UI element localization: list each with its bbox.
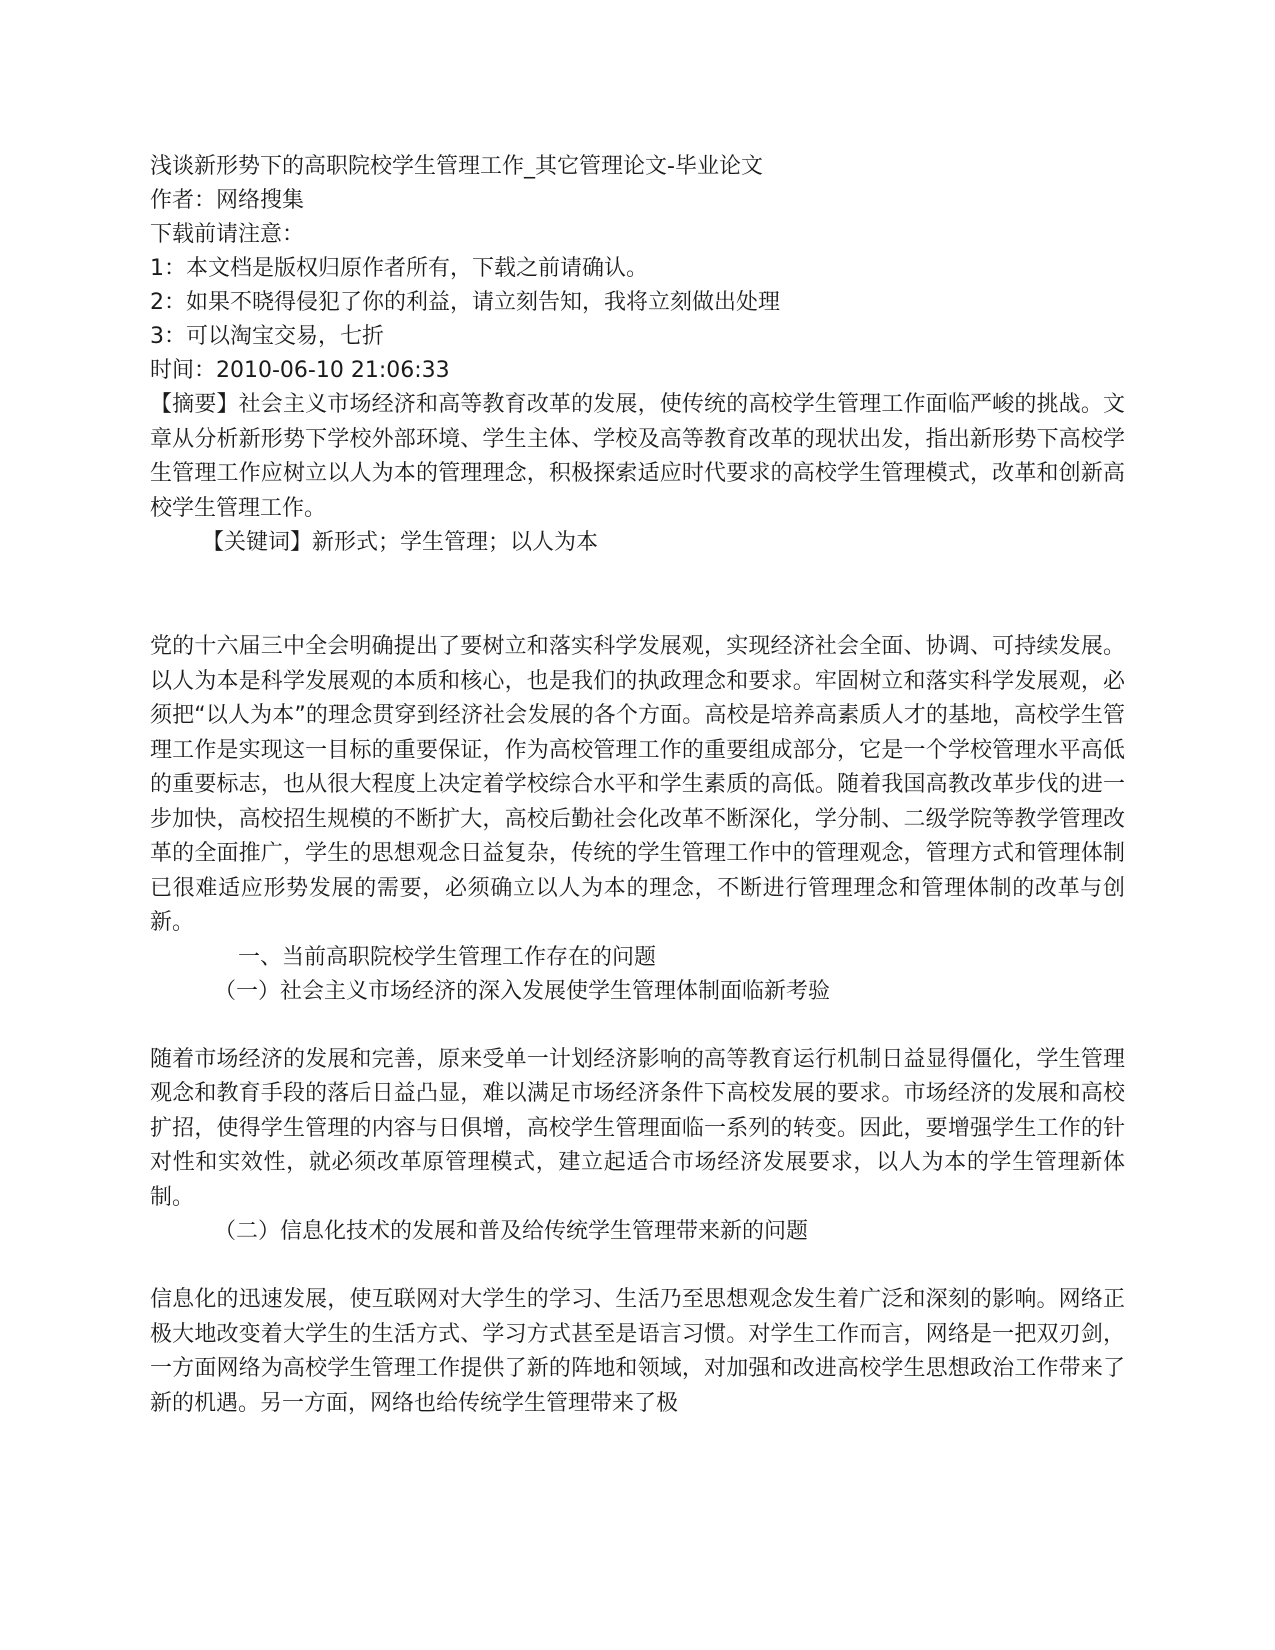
document-page <box>150 150 1125 1421</box>
subsection-paragraph: 随着市场经济的发展和完善，原来受单一计划经济影响的高等教育运行机制日益显得僵化，学生管理观念和教育手段的落后日益凸显，难以满足市场经济条件下高校发展的要求。市场经济的发展和高校扩招，使得学生管理的内容与日俱增，高校学生管理面临一系列的转变。因此，要增强学生工作的针对性和实效性，就必须改革原管理模式，建立起适合市场经济发展要求，以人为本的学生管理新体制。 <box>150 1046 1125 1210</box>
abstract-paragraph: 【摘要】社会主义市场经济和高等教育改革的发展，使传统的高校学生管理工作面临严峻的挑战。文章从分析新形势下学校外部环境、学生主体、学校及高等教育改革的现状出发，指出新形势下高校学生管理工作应树立以人为本的管理理念，积极探索适应时代要求的高校学生管理模式，改革和创新高校学生管理工作。 <box>150 392 1125 521</box>
subsection-heading: （二）信息化技术的发展和普及给传统学生管理带来新的问题 <box>214 1219 809 1244</box>
keywords-line: 【关键词】新形式；学生管理；以人为本 <box>202 530 599 555</box>
subsection-paragraph: 信息化的迅速发展，使互联网对大学生的学习、生活乃至思想观念发生着广泛和深刻的影响。网络正极大地改变着大学生的生活方式、学习方式甚至是语言习惯。对学生工作而言，网络是一把双刃剑，一方面网络为高校学生管理工作提供了新的阵地和领域，对加强和改进高校学生思想政治工作带来了新的机遇。另一方面，网络也给传统学生管理带来了极 <box>150 1287 1125 1416</box>
notice-item: 3：可以淘宝交易，七折 <box>150 324 384 349</box>
subsection-heading: （一）社会主义市场经济的深入发展使学生管理体制面临新考验 <box>214 978 831 1004</box>
document-author: 作者：网络搜集 <box>150 188 305 213</box>
notice-heading: 下载前请注意： <box>150 222 305 247</box>
spacer <box>150 1249 1125 1283</box>
intro-paragraph: 党的十六届三中全会明确提出了要树立和落实科学发展观，实现经济社会全面、协调、可持续发展。以人为本是科学发展观的本质和核心，也是我们的执政理念和要求。牢固树立和落实科学发展观，必须把“以人为本”的理念贯穿到经济社会发展的各个方面。高校是培养高素质人才的基地，高校学生管理工作是实现这一目标的重要保证，作为高校管理工作的重要组成部分，它是一个学校管理水平高低的重要标志，也从很大程度上决定着学校综合水平和学生素质的高低。随着我国高教改革步伐的进一步加快，高校招生规模的不断扩大，高校后勤社会化改革不断深化，学分制、二级学院等教学管理改革的全面推广，学生的思想观念日益复杂，传统的学生管理工作中的管理观念，管理方式和管理体制已很难适应形势发展的需要，必须确立以人为本的理念，不断进行管理理念和管理体制的改革与创新。 <box>150 634 1125 935</box>
section-heading: 一、当前高职院校学生管理工作存在的问题 <box>238 944 657 970</box>
spacer <box>150 560 1125 630</box>
spacer <box>150 1009 1125 1043</box>
document-time: 时间：2010-06-10 21:06:33 <box>150 358 450 383</box>
notice-item: 1：本文档是版权归原作者所有，下载之前请确认。 <box>150 256 648 281</box>
notice-item: 2：如果不晓得侵犯了你的利益，请立刻告知，我将立刻做出处理 <box>150 290 780 315</box>
document-title: 浅谈新形势下的高职院校学生管理工作_其它管理论文-毕业论文 <box>150 154 763 179</box>
